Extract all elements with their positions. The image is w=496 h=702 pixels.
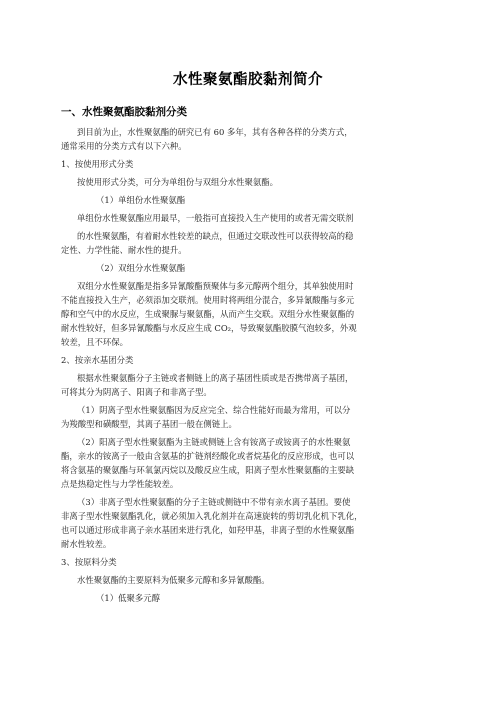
paragraph-line: 可将其分为阴离子、阳离子和非离子型。 [61, 387, 212, 397]
paragraph-line: 双组分水性聚氨酯是指多异氰酸酯预聚体与多元醇两个组分，其单独使用时 [77, 281, 354, 291]
paragraph-line: 根据水性聚氨酯分子主链或者侧链上的离子基团性质或是否携带离子基团， [77, 373, 354, 383]
subsection-heading: （1）单组份水性聚氨酯 [96, 195, 186, 205]
subsection-heading: （1）低聚多元醇 [96, 593, 160, 603]
paragraph-line: 也可以通过形成非离子亲水基团来进行乳化，如羟甲基，非离子型的水性聚氨酯 [61, 525, 355, 535]
paragraph-line: 到目前为止，水性聚氨酯的研究已有 60 多年，其有各种各样的分类方式， [77, 127, 353, 137]
paragraph-line: 单组份水性聚氨酯应用最早，一般指可直接投入生产使用的或者无需交联剂 [77, 213, 354, 223]
paragraph-line: 非离子型水性聚氨酯乳化，就必须加入乳化剂并在高速旋转的剪切乳化机下乳化， [61, 511, 363, 521]
paragraph-line: 酯，亲水的铵离子一般由含氨基的扩链剂经酸化或者烷基化的反应形成，也可以 [61, 451, 355, 461]
subsection-heading: 3、按原料分类 [61, 557, 117, 567]
paragraph-line: （3）非离子型水性聚氨酯的分子主链或侧链中不带有亲水离子基团。要使 [77, 497, 351, 507]
subsection-heading: （2）双组分水性聚氨酯 [96, 263, 186, 273]
paragraph-line: 按使用形式分类，可分为单组份与双组分水性聚氨酯。 [77, 177, 278, 187]
paragraph-line: （1）阴离子型水性聚氨酯因为反应完全、综合性能好而最为常用，可以分 [77, 405, 351, 415]
document-title: 水性聚氨酯胶黏剂简介 [173, 71, 323, 88]
subsection-heading: 1、按使用形式分类 [61, 159, 134, 169]
paragraph-line: 定性、力学性能、耐水性的提升。 [61, 245, 187, 255]
paragraph-line: 耐水性较差。 [61, 539, 112, 549]
paragraph-line: 不能直接投入生产，必须添加交联剂。使用时将两组分混合，多异氰酸酯与多元 [61, 295, 355, 305]
paragraph-line: （2）阳离子型水性聚氨酯为主链或侧链上含有铵离子或铵离子的水性聚氨 [77, 437, 351, 447]
paragraph-line: 点是热稳定性与力学性能较差。 [61, 479, 179, 489]
paragraph-line: 醇和空气中的水反应，生成聚脲与聚氨酯，从而产生交联。双组分水性聚氨酯的 [61, 309, 355, 319]
paragraph-line: 较差，且不环保。 [61, 337, 128, 347]
paragraph-line: 水性聚氨酯的主要原料为低聚多元醇和多异氰酸酯。 [77, 575, 270, 585]
section-heading-1: 一、水性聚氨酯胶黏剂分类 [61, 106, 187, 118]
paragraph-line: 的水性聚氨酯，有着耐水性较差的缺点，但通过交联改性可以获得较高的稳 [77, 231, 354, 241]
paragraph-line: 通常采用的分类方式有以下六种。 [61, 141, 187, 151]
subsection-heading: 2、按亲水基团分类 [61, 355, 134, 365]
paragraph-line: 耐水性较好，但多异氰酸酯与水反应生成 CO₂，导致聚氨酯胶膜气泡较多，外观 [61, 323, 357, 333]
paragraph-line: 将含氨基的聚氨酯与环氧氯丙烷以及酸反应生成，阳离子型水性聚氨酯的主要缺 [61, 465, 355, 475]
paragraph-line: 为羧酸型和磺酸型，其离子基团一般在侧链上。 [61, 419, 237, 429]
